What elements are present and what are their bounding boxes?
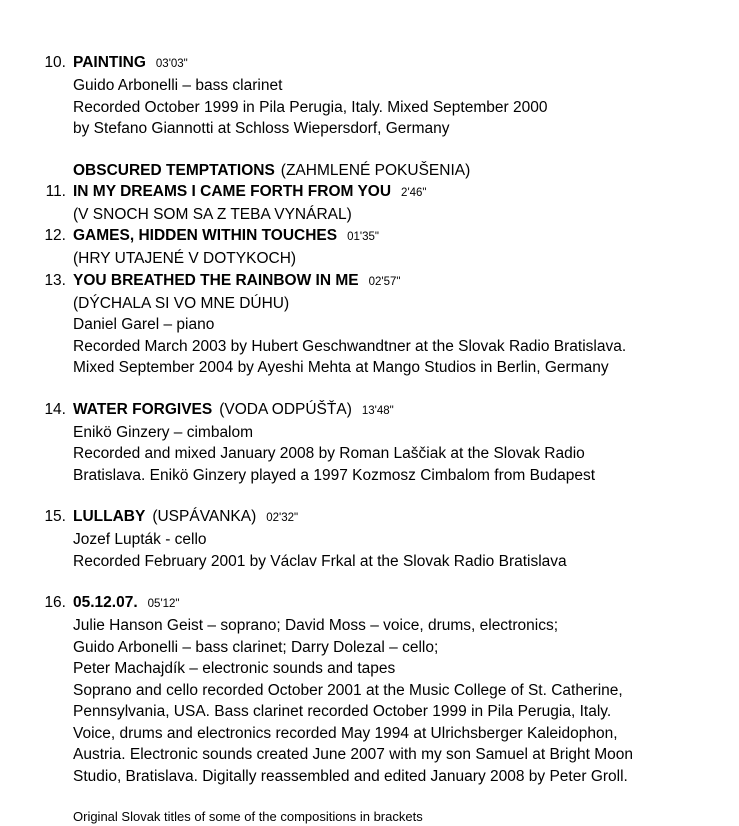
track-credit-line: Mixed September 2004 by Ayeshi Mehta at Mango Studios in Berlin, Germany <box>73 359 609 376</box>
track-credit-line: Guido Arbonelli – bass clarinet; Darry Dolezal – cello; <box>73 638 439 656</box>
track-title: YOU BREATHED THE RAINBOW IN ME <box>73 271 359 289</box>
track-title: GAMES, HIDDEN WITHIN TOUCHES <box>73 227 338 244</box>
track-credit-line: Peter Machajdík – electronic sounds and tapes <box>73 660 396 677</box>
track-alt-title-line: (HRY UTAJENÉ V DOTYKOCH) <box>73 250 297 267</box>
spacer <box>30 572 709 592</box>
track-credit-line: Studio, Bratislava. Digitally reassembled and edited January 2008 by Peter Groll. <box>73 767 628 785</box>
track-credit-line: Voice, drums and electronics recorded May 1994 at Ulrichsberger Kaleidophon, <box>73 724 618 742</box>
track-credit-line: Soprano and cello recorded October 2001 at the Music College of St. Catherine, <box>73 681 623 699</box>
spacer <box>30 140 709 160</box>
track-credit-line: Recorded and mixed January 2008 by Roman Laščiak at the Slovak Radio <box>73 445 585 462</box>
track-duration: 05'12" <box>147 598 180 610</box>
track-credit-line: Recorded February 2001 by Václav Frkal at the Slovak Radio Bratislava <box>73 552 567 570</box>
track-credit-line: Guido Arbonelli – bass clarinet <box>73 77 283 94</box>
section-heading <box>73 160 709 181</box>
track-title: 05.12.07. <box>73 594 138 611</box>
track-heading <box>30 506 709 529</box>
track-credit-line: Daniel Garel – piano <box>73 316 215 333</box>
track-entry <box>30 270 709 379</box>
spacer <box>30 379 709 399</box>
track-credit-line: Jozef Lupták - cello <box>73 531 207 548</box>
section-heading-title: OBSCURED TEMPTATIONS <box>73 161 275 179</box>
track-entry <box>30 592 709 787</box>
spacer <box>30 486 709 506</box>
track-heading <box>30 52 709 75</box>
track-title: PAINTING <box>73 54 146 71</box>
track-number: 12. <box>44 227 66 244</box>
track-title: WATER FORGIVES <box>73 400 213 418</box>
track-duration: 01'35" <box>347 231 379 243</box>
track-number: 15. <box>44 508 66 525</box>
track-alt-title-line: (V SNOCH SOM SA Z TEBA VYNÁRAL) <box>73 205 352 223</box>
track-duration: 02'32" <box>266 512 299 524</box>
track-entry <box>30 225 709 270</box>
track-credit-line: Bratislava. Enikö Ginzery played a 1997 Kozmosz Cimbalom from Budapest <box>73 466 596 484</box>
track-entry <box>30 52 709 140</box>
track-heading <box>30 592 709 615</box>
track-credit-line: Pennsylvania, USA. Bass clarinet recorded October 1999 in Pila Perugia, Italy. <box>73 703 612 720</box>
track-heading <box>30 399 709 422</box>
track-entry <box>30 181 709 226</box>
track-duration: 13'48" <box>361 404 394 417</box>
footnote: Original Slovak titles of some of the compositions in brackets <box>73 809 423 824</box>
track-heading <box>30 225 709 248</box>
track-credit-line: Recorded October 1999 in Pila Perugia, Italy. Mixed September 2000 <box>73 98 548 116</box>
track-alt-title-line: (DÝCHALA SI VO MNE DÚHU) <box>73 294 290 312</box>
track-credit-line: Julie Hanson Geist – soprano; David Moss – voice, drums, electronics; <box>73 617 559 634</box>
track-heading <box>30 181 709 204</box>
track-duration: 02'57" <box>368 275 401 288</box>
section-heading-alt-title: (ZAHMLENÉ POKUŠENIA) <box>280 161 471 179</box>
track-credit-line: Enikö Ginzery – cimbalom <box>73 423 254 441</box>
track-number: 10. <box>44 54 66 71</box>
track-entry <box>30 506 709 572</box>
track-title: IN MY DREAMS I CAME FORTH FROM YOU <box>73 182 392 200</box>
track-duration: 2'46" <box>401 186 427 199</box>
track-number: 16. <box>44 594 66 611</box>
track-entry <box>30 399 709 487</box>
track-alt-title: (USPÁVANKA) <box>152 508 257 525</box>
track-title: LULLABY <box>73 508 146 525</box>
track-duration: 03'03" <box>155 58 188 70</box>
track-heading <box>30 270 709 293</box>
track-number: 13. <box>44 271 66 289</box>
track-number: 11. <box>45 182 66 200</box>
track-credit-line: Recorded March 2003 by Hubert Geschwandtner at the Slovak Radio Bratislava. <box>73 337 627 355</box>
track-alt-title: (VODA ODPÚŠŤA) <box>219 400 352 418</box>
track-number: 14. <box>44 400 66 418</box>
track-credit-line: by Stefano Giannotti at Schloss Wiepersdorf, Germany <box>73 120 450 137</box>
track-credit-line: Austria. Electronic sounds created June 2007 with my son Samuel at Bright Moon <box>73 746 634 763</box>
